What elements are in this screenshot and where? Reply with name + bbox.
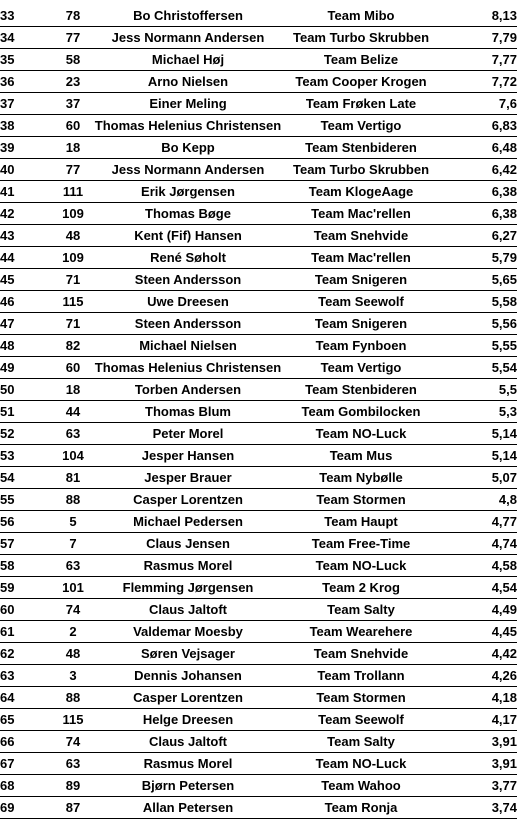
score-cell: 4,49: [439, 599, 517, 621]
table-row: [0, 313, 517, 335]
table-row: [0, 775, 517, 797]
team-name-cell: Team Snehvide: [283, 643, 439, 665]
team-name-cell: Team Gombilocken: [283, 401, 439, 423]
team-name-cell: Team Snigeren: [283, 313, 439, 335]
angler-name-cell: Thomas Blum: [93, 401, 283, 423]
boat-number-cell: 63: [53, 753, 93, 775]
score-cell: 4,26: [439, 665, 517, 687]
table-row: [0, 181, 517, 203]
rank-cell: 62: [0, 643, 53, 665]
angler-name-cell: Bo Christoffersen: [93, 5, 283, 27]
boat-number-cell: 77: [53, 159, 93, 181]
table-row: [0, 643, 517, 665]
score-cell: 4,42: [439, 643, 517, 665]
angler-name-cell: Bjørn Petersen: [93, 775, 283, 797]
table-row: [0, 269, 517, 291]
results-table: [0, 5, 517, 819]
angler-name-cell: Claus Jensen: [93, 533, 283, 555]
boat-number-cell: 88: [53, 489, 93, 511]
rank-cell: 63: [0, 665, 53, 687]
table-row: [0, 555, 517, 577]
score-cell: 5,65: [439, 269, 517, 291]
score-cell: 8,13: [439, 5, 517, 27]
team-name-cell: Team Fynboen: [283, 335, 439, 357]
rank-cell: 47: [0, 313, 53, 335]
angler-name-cell: Søren Vejsager: [93, 643, 283, 665]
rank-cell: 60: [0, 599, 53, 621]
team-name-cell: Team Mac'rellen: [283, 247, 439, 269]
table-row: [0, 379, 517, 401]
rank-cell: 67: [0, 753, 53, 775]
angler-name-cell: René Søholt: [93, 247, 283, 269]
rank-cell: 54: [0, 467, 53, 489]
score-cell: 5,55: [439, 335, 517, 357]
boat-number-cell: 87: [53, 797, 93, 819]
score-cell: 7,79: [439, 27, 517, 49]
score-cell: 7,6: [439, 93, 517, 115]
table-row: [0, 5, 517, 27]
team-name-cell: Team NO-Luck: [283, 555, 439, 577]
team-name-cell: Team Wahoo: [283, 775, 439, 797]
angler-name-cell: Thomas Helenius Christensen: [93, 357, 283, 379]
table-row: [0, 445, 517, 467]
angler-name-cell: Jesper Brauer: [93, 467, 283, 489]
team-name-cell: Team Stenbideren: [283, 137, 439, 159]
rank-cell: 65: [0, 709, 53, 731]
table-row: [0, 511, 517, 533]
boat-number-cell: 60: [53, 115, 93, 137]
boat-number-cell: 63: [53, 423, 93, 445]
team-name-cell: Team Stenbideren: [283, 379, 439, 401]
table-row: [0, 71, 517, 93]
rank-cell: 48: [0, 335, 53, 357]
score-cell: 5,58: [439, 291, 517, 313]
table-row: [0, 159, 517, 181]
score-cell: 4,45: [439, 621, 517, 643]
angler-name-cell: Jesper Hansen: [93, 445, 283, 467]
team-name-cell: Team Snigeren: [283, 269, 439, 291]
boat-number-cell: 77: [53, 27, 93, 49]
table-row: [0, 533, 517, 555]
boat-number-cell: 104: [53, 445, 93, 467]
rank-cell: 36: [0, 71, 53, 93]
team-name-cell: Team Vertigo: [283, 357, 439, 379]
rank-cell: 35: [0, 49, 53, 71]
angler-name-cell: Flemming Jørgensen: [93, 577, 283, 599]
rank-cell: 61: [0, 621, 53, 643]
angler-name-cell: Michael Pedersen: [93, 511, 283, 533]
score-cell: 3,77: [439, 775, 517, 797]
score-cell: 6,42: [439, 159, 517, 181]
score-cell: 5,3: [439, 401, 517, 423]
score-cell: 6,83: [439, 115, 517, 137]
team-name-cell: Team Haupt: [283, 511, 439, 533]
rank-cell: 38: [0, 115, 53, 137]
table-row: [0, 203, 517, 225]
score-cell: 3,74: [439, 797, 517, 819]
rank-cell: 66: [0, 731, 53, 753]
boat-number-cell: 58: [53, 49, 93, 71]
rank-cell: 59: [0, 577, 53, 599]
boat-number-cell: 5: [53, 511, 93, 533]
table-row: [0, 335, 517, 357]
table-row: [0, 577, 517, 599]
angler-name-cell: Claus Jaltoft: [93, 731, 283, 753]
angler-name-cell: Allan Petersen: [93, 797, 283, 819]
boat-number-cell: 7: [53, 533, 93, 555]
rank-cell: 58: [0, 555, 53, 577]
team-name-cell: Team NO-Luck: [283, 753, 439, 775]
score-cell: 4,58: [439, 555, 517, 577]
score-cell: 5,79: [439, 247, 517, 269]
angler-name-cell: Helge Dreesen: [93, 709, 283, 731]
boat-number-cell: 78: [53, 5, 93, 27]
rank-cell: 46: [0, 291, 53, 313]
score-cell: 4,17: [439, 709, 517, 731]
team-name-cell: Team NO-Luck: [283, 423, 439, 445]
team-name-cell: Team 2 Krog: [283, 577, 439, 599]
team-name-cell: Team Wearehere: [283, 621, 439, 643]
team-name-cell: Team Salty: [283, 731, 439, 753]
table-row: [0, 137, 517, 159]
score-cell: 6,38: [439, 203, 517, 225]
score-cell: 5,56: [439, 313, 517, 335]
boat-number-cell: 48: [53, 643, 93, 665]
team-name-cell: Team KlogeAage: [283, 181, 439, 203]
table-row: [0, 357, 517, 379]
table-row: [0, 489, 517, 511]
boat-number-cell: 115: [53, 709, 93, 731]
rank-cell: 34: [0, 27, 53, 49]
boat-number-cell: 109: [53, 247, 93, 269]
rank-cell: 69: [0, 797, 53, 819]
rank-cell: 41: [0, 181, 53, 203]
rank-cell: 64: [0, 687, 53, 709]
team-name-cell: Team Nybølle: [283, 467, 439, 489]
score-cell: 4,54: [439, 577, 517, 599]
table-row: [0, 709, 517, 731]
table-row: [0, 687, 517, 709]
angler-name-cell: Jess Normann Andersen: [93, 159, 283, 181]
team-name-cell: Team Belize: [283, 49, 439, 71]
team-name-cell: Team Snehvide: [283, 225, 439, 247]
boat-number-cell: 81: [53, 467, 93, 489]
team-name-cell: Team Mibo: [283, 5, 439, 27]
angler-name-cell: Thomas Bøge: [93, 203, 283, 225]
team-name-cell: Team Seewolf: [283, 291, 439, 313]
boat-number-cell: 60: [53, 357, 93, 379]
rank-cell: 42: [0, 203, 53, 225]
boat-number-cell: 74: [53, 599, 93, 621]
angler-name-cell: Steen Andersson: [93, 269, 283, 291]
table-row: [0, 115, 517, 137]
table-row: [0, 753, 517, 775]
boat-number-cell: 115: [53, 291, 93, 313]
boat-number-cell: 111: [53, 181, 93, 203]
table-row: [0, 291, 517, 313]
angler-name-cell: Rasmus Morel: [93, 555, 283, 577]
angler-name-cell: Kent (Fif) Hansen: [93, 225, 283, 247]
score-cell: 3,91: [439, 753, 517, 775]
score-cell: 7,77: [439, 49, 517, 71]
boat-number-cell: 18: [53, 137, 93, 159]
boat-number-cell: 71: [53, 269, 93, 291]
boat-number-cell: 44: [53, 401, 93, 423]
angler-name-cell: Uwe Dreesen: [93, 291, 283, 313]
boat-number-cell: 88: [53, 687, 93, 709]
angler-name-cell: Einer Meling: [93, 93, 283, 115]
table-row: [0, 49, 517, 71]
boat-number-cell: 71: [53, 313, 93, 335]
score-cell: 6,48: [439, 137, 517, 159]
boat-number-cell: 48: [53, 225, 93, 247]
table-row: [0, 665, 517, 687]
angler-name-cell: Jess Normann Andersen: [93, 27, 283, 49]
table-row: [0, 467, 517, 489]
table-row: [0, 93, 517, 115]
boat-number-cell: 74: [53, 731, 93, 753]
score-cell: 5,5: [439, 379, 517, 401]
score-cell: 5,14: [439, 445, 517, 467]
results-table-body: [0, 5, 517, 819]
angler-name-cell: Casper Lorentzen: [93, 687, 283, 709]
team-name-cell: Team Frøken Late: [283, 93, 439, 115]
rank-cell: 57: [0, 533, 53, 555]
team-name-cell: Team Free-Time: [283, 533, 439, 555]
score-cell: 4,18: [439, 687, 517, 709]
table-row: [0, 621, 517, 643]
angler-name-cell: Casper Lorentzen: [93, 489, 283, 511]
boat-number-cell: 82: [53, 335, 93, 357]
boat-number-cell: 109: [53, 203, 93, 225]
table-row: [0, 797, 517, 819]
table-row: [0, 27, 517, 49]
team-name-cell: Team Cooper Krogen: [283, 71, 439, 93]
rank-cell: 50: [0, 379, 53, 401]
angler-name-cell: Rasmus Morel: [93, 753, 283, 775]
boat-number-cell: 37: [53, 93, 93, 115]
boat-number-cell: 3: [53, 665, 93, 687]
score-cell: 4,74: [439, 533, 517, 555]
angler-name-cell: Torben Andersen: [93, 379, 283, 401]
boat-number-cell: 23: [53, 71, 93, 93]
rank-cell: 45: [0, 269, 53, 291]
score-cell: 6,27: [439, 225, 517, 247]
rank-cell: 56: [0, 511, 53, 533]
angler-name-cell: Claus Jaltoft: [93, 599, 283, 621]
angler-name-cell: Bo Kepp: [93, 137, 283, 159]
team-name-cell: Team Seewolf: [283, 709, 439, 731]
score-cell: 7,72: [439, 71, 517, 93]
table-row: [0, 401, 517, 423]
team-name-cell: Team Vertigo: [283, 115, 439, 137]
team-name-cell: Team Turbo Skrubben: [283, 159, 439, 181]
rank-cell: 39: [0, 137, 53, 159]
table-row: [0, 225, 517, 247]
table-row: [0, 731, 517, 753]
team-name-cell: Team Trollann: [283, 665, 439, 687]
rank-cell: 52: [0, 423, 53, 445]
team-name-cell: Team Mus: [283, 445, 439, 467]
rank-cell: 55: [0, 489, 53, 511]
angler-name-cell: Thomas Helenius Christensen: [93, 115, 283, 137]
boat-number-cell: 101: [53, 577, 93, 599]
angler-name-cell: Arno Nielsen: [93, 71, 283, 93]
boat-number-cell: 2: [53, 621, 93, 643]
team-name-cell: Team Stormen: [283, 489, 439, 511]
boat-number-cell: 89: [53, 775, 93, 797]
table-row: [0, 423, 517, 445]
angler-name-cell: Valdemar Moesby: [93, 621, 283, 643]
team-name-cell: Team Stormen: [283, 687, 439, 709]
table-row: [0, 247, 517, 269]
score-cell: 6,38: [439, 181, 517, 203]
team-name-cell: Team Salty: [283, 599, 439, 621]
rank-cell: 49: [0, 357, 53, 379]
rank-cell: 37: [0, 93, 53, 115]
team-name-cell: Team Turbo Skrubben: [283, 27, 439, 49]
rank-cell: 44: [0, 247, 53, 269]
angler-name-cell: Steen Andersson: [93, 313, 283, 335]
angler-name-cell: Peter Morel: [93, 423, 283, 445]
rank-cell: 40: [0, 159, 53, 181]
boat-number-cell: 63: [53, 555, 93, 577]
rank-cell: 68: [0, 775, 53, 797]
rank-cell: 53: [0, 445, 53, 467]
rank-cell: 43: [0, 225, 53, 247]
score-cell: 5,07: [439, 467, 517, 489]
team-name-cell: Team Mac'rellen: [283, 203, 439, 225]
rank-cell: 33: [0, 5, 53, 27]
angler-name-cell: Erik Jørgensen: [93, 181, 283, 203]
score-cell: 4,77: [439, 511, 517, 533]
score-cell: 5,54: [439, 357, 517, 379]
score-cell: 5,14: [439, 423, 517, 445]
boat-number-cell: 18: [53, 379, 93, 401]
score-cell: 4,8: [439, 489, 517, 511]
score-cell: 3,91: [439, 731, 517, 753]
angler-name-cell: Michael Nielsen: [93, 335, 283, 357]
table-row: [0, 599, 517, 621]
angler-name-cell: Dennis Johansen: [93, 665, 283, 687]
team-name-cell: Team Ronja: [283, 797, 439, 819]
angler-name-cell: Michael Høj: [93, 49, 283, 71]
rank-cell: 51: [0, 401, 53, 423]
